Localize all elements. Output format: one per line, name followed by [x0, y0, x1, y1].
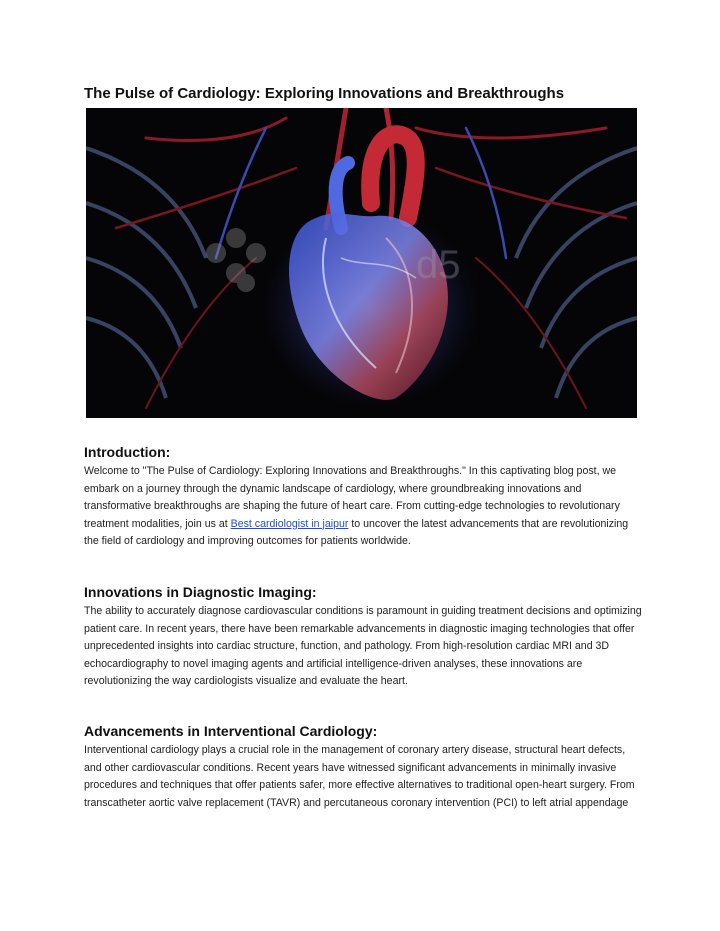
best-cardiologist-link[interactable]: Best cardiologist in jaipur: [230, 517, 349, 530]
watermark-text: d5: [416, 243, 461, 287]
section-body: The ability to accurately diagnose cardiovascular conditions is paramount in guiding treatment decisions and optimizing patient care. In recent years, there have been remarkable advancements in diagnostic imaging technologies that offer unprecedented insights into cardiac structure, function, and pathology. From high-resolution cardiac MRI and 3D echocardiography to novel imaging agents and artificial intelligence-driven analyses, these innovations are revolutionizing the way cardiologists visualize and evaluate the heart.: [84, 605, 642, 688]
section-body: [84, 463, 644, 551]
section-heading: Introduction:: [84, 444, 171, 460]
heart-illustration: [86, 108, 637, 418]
section-heading: Advancements in Interventional Cardiology:: [84, 723, 378, 739]
section-heading: Innovations in Diagnostic Imaging:: [84, 584, 317, 600]
section-introduction: [84, 444, 644, 551]
hero-image: [86, 108, 637, 418]
document-title: The Pulse of Cardiology: Exploring Innovations and Breakthroughs: [84, 85, 565, 102]
section-interventional-cardiology: [84, 723, 644, 812]
intro-text-after-link: to uncover the latest advancements that are revolutionizing the field of cardiology and improving outcomes for patients worldwide.: [84, 517, 629, 548]
section-body: Interventional cardiology plays a crucial role in the management of coronary artery disease, structural heart defects, and other cardiovascular conditions. Recent years have witnessed significant advancements in minimally invasive procedures and techniques that offer patients safer, more effective alternatives to traditional open-heart surgery. From transcatheter aortic valve replacement (TAVR) and percutaneous coronary intervention (PCI) to left atrial appendage: [84, 744, 635, 809]
section-diagnostic-imaging: [84, 584, 644, 691]
intro-text-before-link: Welcome to "The Pulse of Cardiology: Exploring Innovations and Breakthroughs." In this captivating blog post, we embark on a journey through the dynamic landscape of cardiology, where groundbreaking innovations and transformative breakthroughs are shaping the future of heart care. From cutting-edge technologies to revolutionary treatment modalities, join us at: [84, 465, 620, 530]
